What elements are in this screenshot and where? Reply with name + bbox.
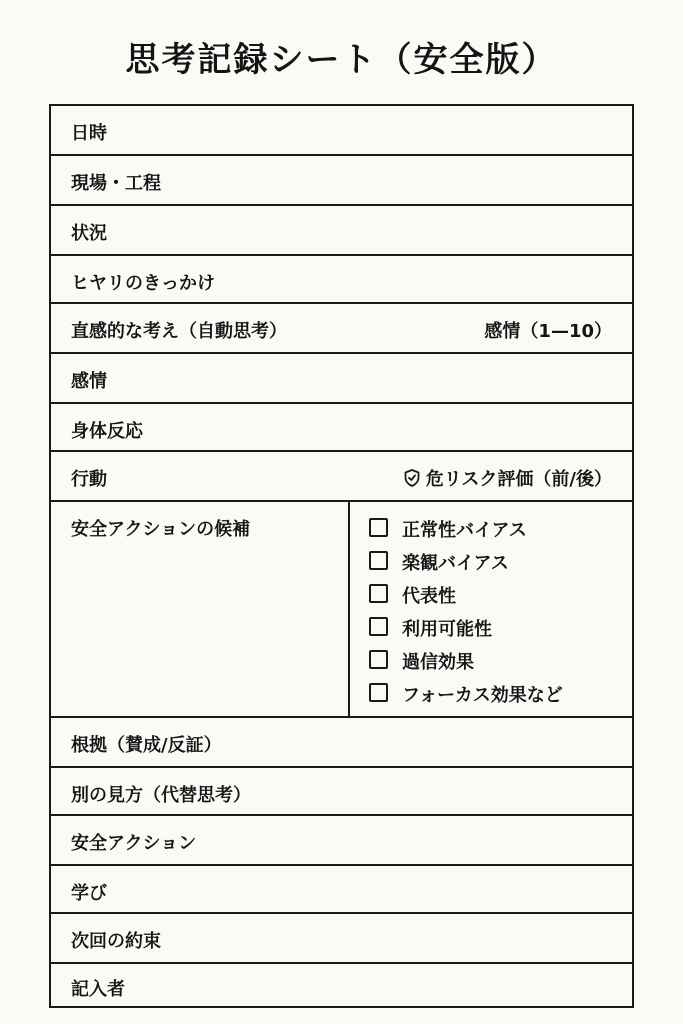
emotion-label: 感情 bbox=[71, 371, 107, 392]
checkbox[interactable] bbox=[369, 518, 388, 537]
row-alternative-view[interactable] bbox=[51, 768, 632, 816]
emotion-scale-label: 感情（1—10） bbox=[484, 321, 612, 342]
risk-evaluation-label: 危リスク評価（前/後） bbox=[425, 469, 612, 490]
evidence-label: 根拠（賛成/反証） bbox=[71, 735, 222, 756]
row-automatic-thought[interactable] bbox=[51, 304, 632, 354]
bias-item-availability[interactable] bbox=[369, 615, 563, 648]
row-date[interactable] bbox=[51, 106, 632, 156]
bias-item-overconfidence[interactable] bbox=[369, 648, 563, 681]
thought-record-sheet bbox=[49, 104, 634, 1008]
shield-check-icon bbox=[404, 469, 420, 487]
checkbox[interactable] bbox=[369, 617, 388, 636]
bias-label: 過信効果 bbox=[402, 652, 474, 673]
page-title: 思考記録シート（安全版） bbox=[125, 40, 558, 80]
row-safety-action-candidate bbox=[51, 502, 632, 718]
behavior-label: 行動 bbox=[71, 469, 107, 490]
row-evidence[interactable] bbox=[51, 718, 632, 768]
bias-checklist bbox=[369, 516, 563, 714]
bias-label: 楽観バイアス bbox=[402, 553, 509, 574]
row-safety-action[interactable] bbox=[51, 816, 632, 866]
column-divider bbox=[348, 502, 350, 716]
checkbox[interactable] bbox=[369, 650, 388, 669]
row-behavior[interactable] bbox=[51, 452, 632, 502]
site-process-label: 現場・工程 bbox=[71, 173, 161, 194]
alternative-view-label: 別の見方（代替思考） bbox=[71, 785, 251, 806]
row-situation[interactable] bbox=[51, 206, 632, 256]
checkbox[interactable] bbox=[369, 683, 388, 702]
row-near-miss-trigger[interactable] bbox=[51, 256, 632, 304]
date-label: 日時 bbox=[71, 123, 107, 144]
body-reaction-label: 身体反応 bbox=[71, 421, 143, 442]
situation-label: 状況 bbox=[71, 223, 107, 244]
bias-item-focusing[interactable] bbox=[369, 681, 563, 714]
bias-label: 代表性 bbox=[402, 586, 456, 607]
bias-label: 利用可能性 bbox=[402, 619, 492, 640]
row-next-promise[interactable] bbox=[51, 914, 632, 964]
row-emotion[interactable] bbox=[51, 354, 632, 404]
row-site-process[interactable] bbox=[51, 156, 632, 206]
row-body-reaction[interactable] bbox=[51, 404, 632, 452]
bias-item-optimism[interactable] bbox=[369, 549, 563, 582]
safety-action-label: 安全アクション bbox=[71, 833, 197, 854]
bias-item-normalcy[interactable] bbox=[369, 516, 563, 549]
near-miss-trigger-label: ヒヤリのきっかけ bbox=[71, 273, 215, 294]
next-promise-label: 次回の約束 bbox=[71, 931, 161, 952]
safety-action-candidate-label: 安全アクションの候補 bbox=[71, 519, 251, 540]
checkbox[interactable] bbox=[369, 584, 388, 603]
learning-label: 学び bbox=[71, 883, 107, 904]
row-learning[interactable] bbox=[51, 866, 632, 914]
row-recorder[interactable] bbox=[51, 964, 632, 1006]
risk-evaluation bbox=[404, 465, 612, 491]
bias-item-representativeness[interactable] bbox=[369, 582, 563, 615]
automatic-thought-label: 直感的な考え（自動思考） bbox=[71, 321, 287, 342]
checkbox[interactable] bbox=[369, 551, 388, 570]
recorder-label: 記入者 bbox=[71, 979, 125, 1000]
bias-label: 正常性バイアス bbox=[402, 520, 527, 541]
bias-label: フォーカス効果など bbox=[402, 685, 563, 706]
